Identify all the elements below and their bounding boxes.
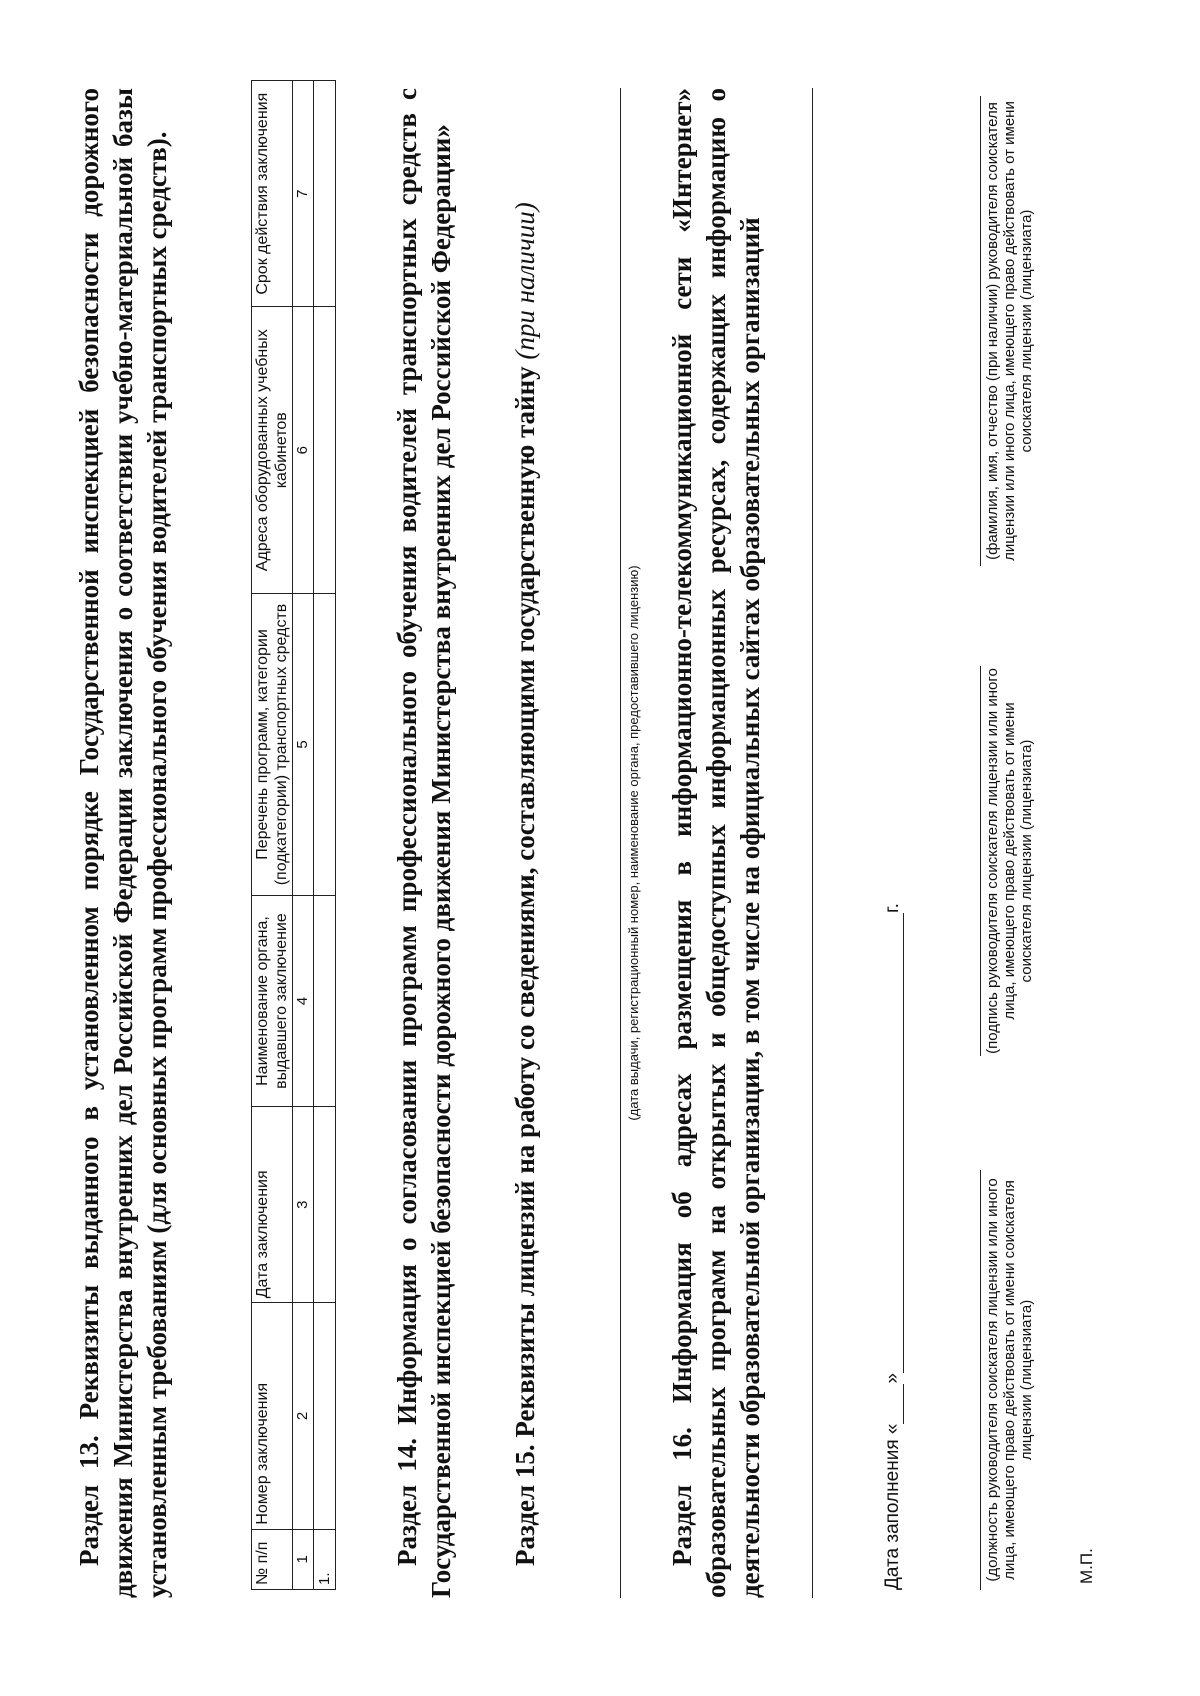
table-cell — [314, 1107, 336, 1303]
table-cell: 5 — [293, 594, 314, 896]
fill-date-month-year-field[interactable] — [883, 913, 904, 1373]
table-cell — [314, 81, 336, 307]
table-cell — [314, 307, 336, 594]
table-cell — [314, 594, 336, 896]
table-cell — [314, 895, 336, 1106]
table-number-row — [293, 81, 314, 1590]
col-conclusion-date-header: Дата заключения — [252, 1107, 293, 1303]
section-15-title: Раздел 15. Реквизиты лицензий на работу со сведениями, составляющими государственную тайну — [510, 366, 540, 1566]
table-cell: 4 — [293, 895, 314, 1106]
fill-date — [882, 903, 904, 1590]
col-number-header: № п/п — [252, 1529, 293, 1589]
section-16-heading: Раздел 16. Информация об адресах размещения в информационно-телекоммуникационной сети «Интернет» образовательных программ на открытых и общедоступных информационных ресурсах, содержащих информацию о деятельности образовательной организации, в том числе на официальных сайтах образовательных организаций — [667, 88, 765, 1598]
section-15-heading — [508, 88, 542, 1598]
signature-line — [980, 666, 981, 1056]
signature-caption: (подпись руководителя соискателя лицензии или иного лица, имеющего право действовать от имени соискателя лицензии (лицензиата) — [984, 668, 1035, 1054]
signature-position-caption: (должность руководителя соискателя лицензии или иного лица, имеющего право действовать от имени соискателя лицензии (лицензиата) — [984, 1178, 1035, 1582]
table-cell — [314, 1303, 336, 1529]
fill-date-suffix: г. — [882, 903, 903, 913]
col-validity-header: Срок действия заключения — [252, 81, 293, 307]
license-application-page — [60, 60, 1140, 1656]
table-cell: 7 — [293, 81, 314, 307]
table-cell: 1. — [314, 1529, 336, 1589]
col-conclusion-number-header: Номер заключения — [252, 1303, 293, 1529]
section-13-heading: Раздел 13. Реквизиты выданного в установленном порядке Государственной инспекцией безопасности дорожного движения Министерства внутренних дел Российской Федерации заключения о соответствии учебно-материальной базы установленным требованиям (для основных программ профессионального обучения водителей транспортных средств). — [74, 88, 172, 1598]
stamp-placeholder: М.П. — [1077, 1548, 1096, 1584]
fill-date-mid: » — [882, 1372, 903, 1384]
name-signature-line — [980, 96, 981, 566]
table-cell: 6 — [293, 307, 314, 594]
table-row — [314, 81, 336, 1590]
table-cell: 1 — [293, 1529, 314, 1589]
fill-date-label: Дата заполнения « — [882, 1423, 903, 1590]
section-15-caption: (дата выдачи, регистрационный номер, наименование органа, предоставившего лицензию) — [626, 565, 641, 1121]
position-signature-line — [980, 1170, 981, 1590]
section-15-note: (при наличии) — [510, 202, 540, 360]
col-addresses-header: Адреса оборудованных учебных кабинетов — [252, 307, 293, 594]
license-details-line — [620, 88, 621, 1598]
col-issuer-header: Наименование органа, выдавшего заключение — [252, 895, 293, 1106]
table-cell: 3 — [293, 1107, 314, 1303]
conclusion-table — [251, 80, 336, 1590]
table-header-row — [252, 81, 293, 1590]
section-16-line — [812, 88, 813, 1598]
section-14-heading: Раздел 14. Информация о согласовании программ профессионального обучения водителей транспортных средств с Государственной инспекцией безопасности дорожного движения Министерства внутренних дел Российской Федерации» — [392, 88, 456, 1598]
fill-date-day-field[interactable] — [883, 1384, 904, 1424]
signature-name-caption: (фамилия, имя, отчество (при наличии) руководителя соискателя лицензии или иного лица, имеющего право действовать от имени соискателя лицензии (лицензиата) — [984, 101, 1035, 561]
col-programs-header: Перечень программ, категории (подкатегории) транспортных средств — [252, 594, 293, 896]
table-cell: 2 — [293, 1303, 314, 1529]
